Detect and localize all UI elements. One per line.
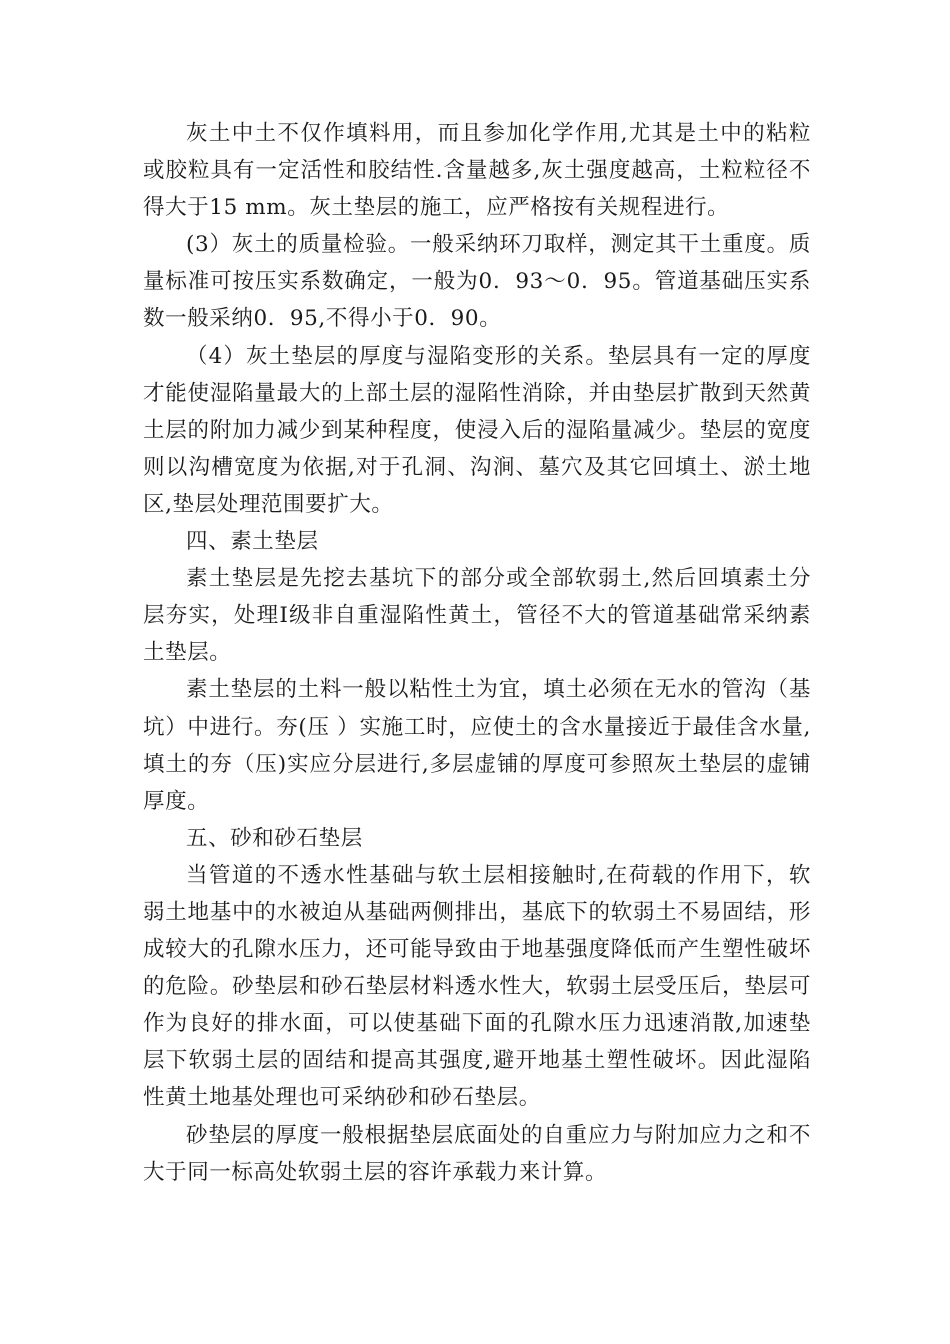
paragraph-lime-soil-fill: 灰土中土不仅作填料用，而且参加化学作用,尤其是土中的粘粒或胶粒具有一定活性和胶结性.含量越多,灰土强度越高，土粒粒径不得大于15 mm。灰土垫层的施工，应严格按有关规程进行。 [143,121,811,221]
section-heading-sand-gravel: 五、砂和砂石垫层 [186,825,363,851]
paragraph-sand-gravel-cushion: 当管道的不透水性基础与软土层相接触时,在荷载的作用下，软弱土地基中的水被迫从基础两侧排出，基底下的软弱土不易固结，形成较大的孔隙水压力，还可能导致由于地基强度降低而产生塑性破坏的危险。砂垫层和砂石垫层材料透水性大，软弱土层受压后，垫层可作为良好的排水面，可以使基础下面的孔隙水压力迅速消散,加速垫层下软弱土层的固结和提高其强度,避开地基土塑性破坏。因此湿陷性黄土地基处理也可采纳砂和砂石垫层。 [143,862,811,1111]
document-body [143,115,811,1191]
paragraph-thickness-collapse: （4）灰土垫层的厚度与湿陷变形的关系。垫层具有一定的厚度才能使湿陷量最大的上部土层的湿陷性消除，并由垫层扩散到天然黄土层的附加力减少到某种程度，使浸入后的湿陷量减少。垫层的宽度则以沟槽宽度为依据,对于孔洞、沟涧、墓穴及其它回填土、淤土地区,垫层处理范围要扩大。 [143,343,811,517]
paragraph-quality-inspection: (3）灰土的质量检验。一般采纳环刀取样，测定其干土重度。质量标准可按压实系数确定，一般为0．93～0．95。管道基础压实系数一般采纳0．95,不得小于0．90。 [143,232,811,332]
section-heading-plain-soil: 四、素土垫层 [186,529,319,555]
paragraph-plain-soil-cushion: 素土垫层是先挖去基坑下的部分或全部软弱土,然后回填素土分层夯实，处理Ⅰ级非自重湿陷性黄土，管径不大的管道基础常采纳素土垫层。 [143,566,811,666]
paragraph-plain-soil-material: 素土垫层的土料一般以粘性土为宜，填土必须在无水的管沟（基坑）中进行。夯(压 ）实施工时，应使土的含水量接近于最佳含水量,填土的夯（压)实应分层进行,多层虚铺的厚度可参照灰土垫层的虚铺厚度。 [143,677,811,814]
paragraph-sand-thickness: 砂垫层的厚度一般根据垫层底面处的自重应力与附加应力之和不大于同一标高处软弱土层的容许承载力来计算。 [143,1122,811,1185]
